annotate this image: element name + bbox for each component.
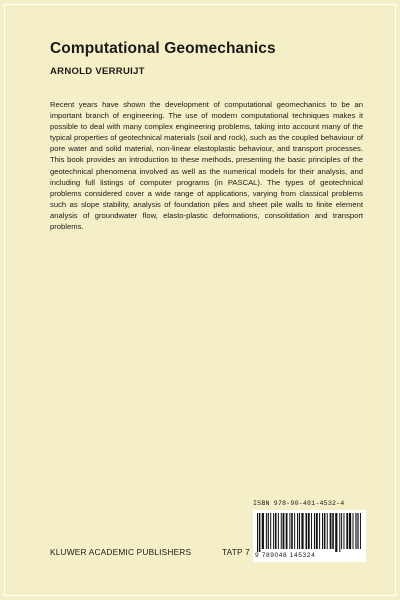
barcode-bar — [335, 513, 337, 552]
barcode-bar — [332, 513, 334, 549]
isbn-text: ISBN 978-90-481-4532-4 — [253, 500, 345, 507]
barcode-bar — [316, 513, 318, 549]
barcode-bar — [322, 513, 323, 549]
barcode-bar — [275, 513, 277, 549]
barcode-bar — [341, 513, 342, 549]
barcode-bar — [278, 513, 279, 549]
barcode-bar — [297, 513, 298, 549]
barcode-image — [257, 513, 362, 552]
barcode-bar — [259, 513, 261, 552]
barcode-bar — [289, 513, 290, 549]
book-title: Computational Geomechanics — [50, 40, 276, 57]
barcode-bar — [314, 513, 315, 549]
barcode-bar — [270, 513, 271, 549]
barcode-bar — [330, 513, 332, 549]
barcode-bar — [283, 513, 285, 549]
barcode-bar — [311, 513, 312, 549]
barcode-bar — [268, 513, 269, 549]
barcode-bar — [266, 513, 267, 549]
book-description: Recent years have shown the development of computational geomechanics to be an important branch of engineering. The use of modern computational techniques makes it possible to deal with many complex engineering problems, taking into account many of the typical properties of geotechnical materials (soil and rock), such as the coupled behaviour of pore water and solid material, non-linear elastoplastic behaviour, and transport processes. This book provides an introduction to these methods, presenting the basic principles of the geotechnical phenomena involved as well as the numerical models for their analysis, and including full listings of computer programs (in PASCAL). The types of geotechnical problems considered cover a wide range of applications, varying from classical problems such as slope stability, analysis of foundation piles and sheet pile walls to finite element analysis of groundwater flow, elasto-plastic deformations, consolidation and transport problems. — [50, 100, 363, 232]
barcode-bar — [346, 513, 348, 549]
author-name: ARNOLD VERRUIJT — [50, 66, 145, 77]
barcode-digits: 9 789048 145324 — [255, 552, 316, 559]
barcode-bar — [355, 513, 356, 549]
barcode-box — [253, 510, 366, 562]
barcode-bar — [281, 513, 282, 549]
barcode-bar — [353, 513, 354, 549]
barcode-bar — [257, 513, 258, 552]
barcode-bar — [299, 513, 300, 549]
barcode-bar — [294, 513, 295, 549]
barcode-bar — [301, 513, 303, 549]
barcode-bar — [319, 513, 320, 549]
barcode-bar — [262, 513, 264, 549]
publisher-name: KLUWER ACADEMIC PUBLISHERS — [50, 547, 192, 557]
barcode-block — [253, 500, 366, 562]
barcode-bar — [291, 513, 293, 549]
barcode-bar — [306, 513, 308, 549]
barcode-bar — [357, 513, 358, 549]
barcode-bar — [339, 513, 340, 552]
barcode-bar — [273, 513, 274, 549]
barcode-bar — [327, 513, 328, 549]
barcode-bar — [324, 513, 326, 549]
barcode-bar — [343, 513, 344, 549]
series-code: TATP 7 — [222, 547, 250, 557]
barcode-bar — [286, 513, 288, 549]
barcode-bar — [349, 513, 351, 549]
barcode-bar — [308, 513, 310, 549]
barcode-bar — [360, 513, 361, 549]
